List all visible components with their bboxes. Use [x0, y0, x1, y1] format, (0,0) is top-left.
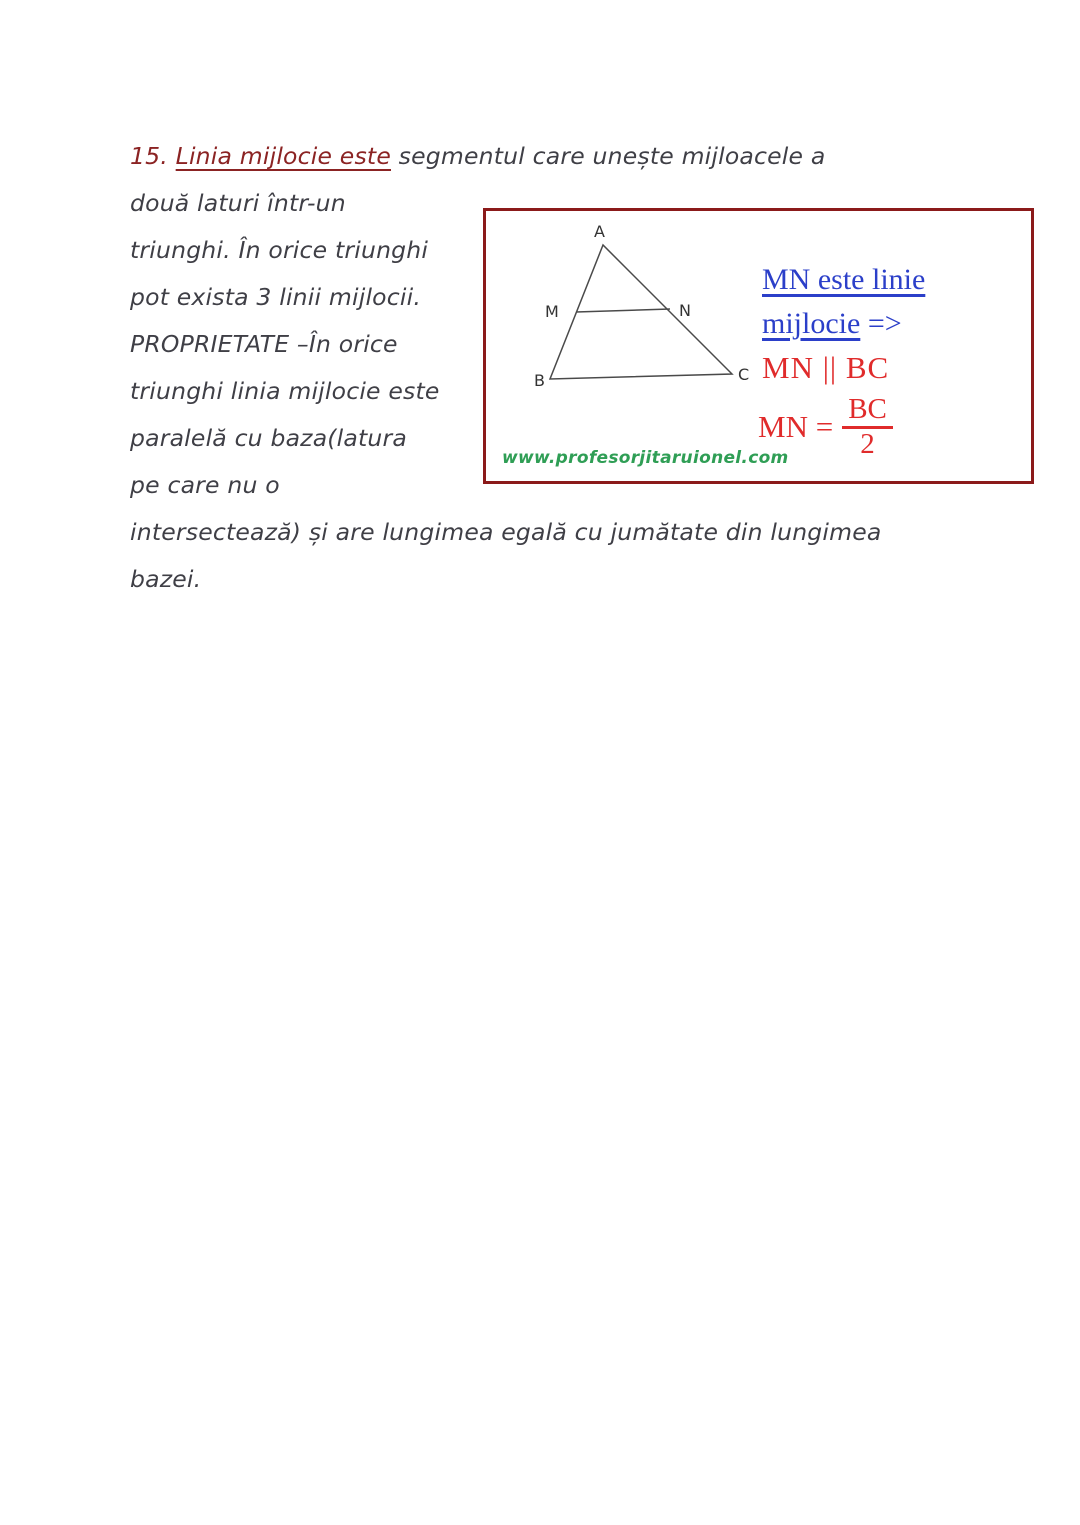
label-midpoint-n: N [679, 301, 691, 320]
paragraph-line: triunghi. În orice triunghi [130, 236, 429, 264]
paragraph-line: triunghi linia mijlocie este [130, 377, 440, 405]
paragraph-line: paralelă cu baza(latura [130, 424, 407, 452]
triangle-diagram [486, 211, 1025, 475]
statement-line2-word: mijlocie [762, 307, 861, 340]
heading-rest: segmentul care unește mijloacele a [390, 142, 826, 170]
item-number: 15. [130, 142, 176, 170]
fraction-denominator: 2 [860, 428, 875, 461]
paragraph-line: intersectează) și are lungimea egală cu jumătate din lungimea [130, 518, 882, 546]
label-vertex-a: A [594, 222, 605, 241]
midsegment-line [576, 309, 670, 312]
fraction-numerator: BC [842, 394, 893, 429]
equation-lhs: MN = [758, 409, 834, 445]
statement-line2-arrow: => [860, 307, 902, 340]
statement-text [762, 258, 925, 346]
midsegment-figure [483, 208, 1034, 484]
paragraph-line: pot exista 3 linii mijlocii. [130, 283, 422, 311]
paragraph-line: două laturi într-un [130, 189, 346, 217]
watermark-url: www.profesorjitaruionel.com [502, 448, 789, 468]
term-link: Linia mijlocie este [175, 142, 391, 170]
heading-line [130, 133, 975, 180]
paragraph-line: bazei. [130, 565, 202, 593]
paragraph-line: pe care nu o [130, 471, 280, 499]
paragraph-line: PROPRIETATE –În orice [130, 330, 398, 358]
label-vertex-b: B [534, 371, 545, 390]
fraction [842, 394, 893, 461]
label-vertex-c: C [738, 365, 750, 384]
parallel-result: MN || BC [762, 350, 890, 385]
statement-line1: MN este linie [762, 263, 926, 296]
label-midpoint-m: M [545, 302, 559, 321]
